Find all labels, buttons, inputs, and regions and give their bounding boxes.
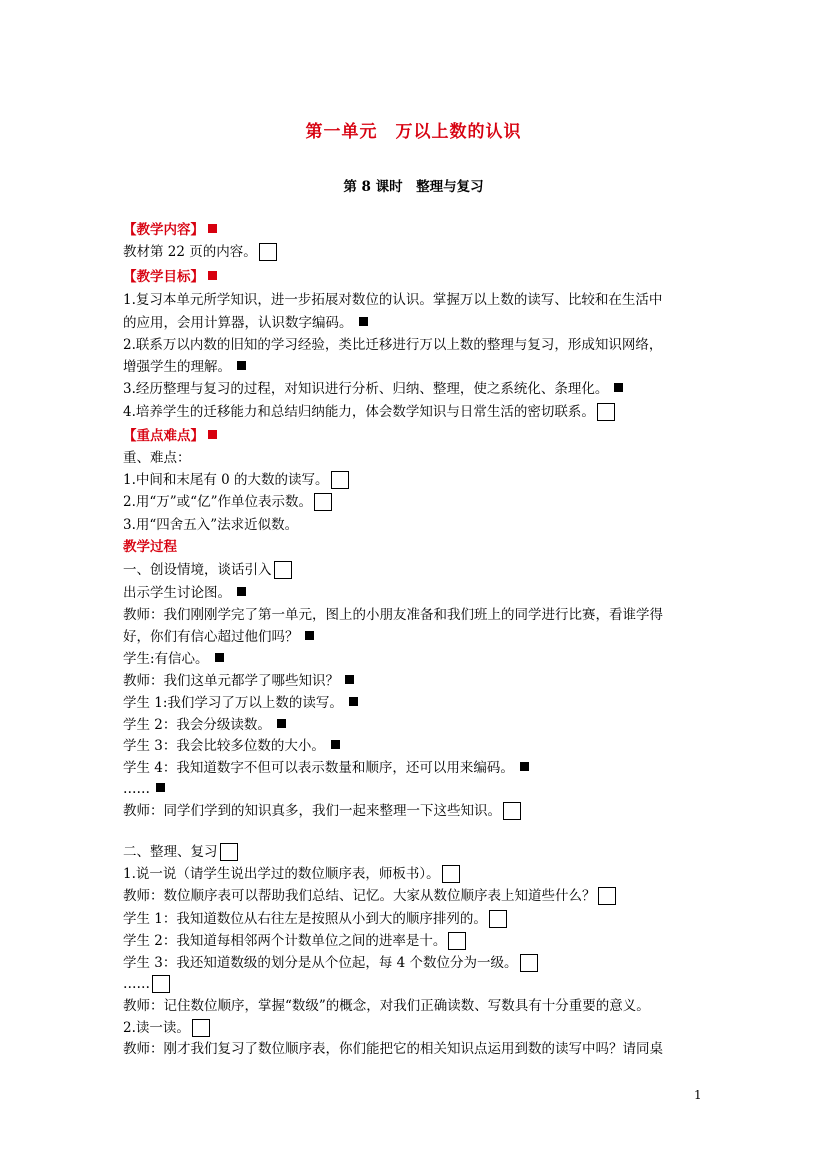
line-text: 【教学目标】 bbox=[123, 269, 204, 285]
text-line bbox=[123, 243, 277, 261]
line-text: 【重点难点】 bbox=[123, 428, 204, 444]
text-line bbox=[123, 516, 298, 534]
line-text: …… bbox=[123, 781, 150, 797]
text-line bbox=[123, 380, 623, 398]
checkbox-box-icon bbox=[442, 865, 460, 883]
text-line bbox=[123, 759, 529, 777]
text-line bbox=[123, 694, 358, 712]
line-text: 2.联系万以内数的旧知的学习经验，类比迁移进行万以上数的整理与复习，形成知识网络， bbox=[123, 337, 663, 353]
text-line bbox=[123, 672, 354, 690]
section-heading bbox=[123, 221, 217, 239]
text-line bbox=[123, 561, 292, 579]
line-text: 3.用“四舍五入”法求近似数。 bbox=[123, 517, 299, 533]
text-line bbox=[123, 865, 460, 883]
square-bullet-icon bbox=[331, 740, 340, 749]
text-line bbox=[123, 471, 349, 489]
section-heading bbox=[123, 427, 217, 445]
square-bullet-icon bbox=[277, 719, 286, 728]
line-text: 的应用，会用计算器，认识数字编码。 bbox=[123, 315, 353, 331]
section-heading bbox=[123, 538, 177, 556]
text-line bbox=[123, 403, 615, 421]
text-line bbox=[123, 910, 507, 928]
text-line bbox=[123, 716, 286, 734]
checkbox-box-icon bbox=[598, 887, 616, 905]
checkbox-box-icon bbox=[192, 1019, 210, 1037]
square-bullet-icon bbox=[208, 430, 217, 439]
line-text: 学生 3：我还知道数级的划分是从个位起，每 4 个数位分为一级。 bbox=[123, 955, 518, 971]
square-bullet-icon bbox=[520, 762, 529, 771]
checkbox-box-icon bbox=[448, 932, 466, 950]
line-text: 3.经历整理与复习的过程，对知识进行分析、归纳、整理，使之系统化、条理化。 bbox=[123, 381, 609, 397]
line-text: 2.用“万”或“亿”作单位表示数。 bbox=[123, 494, 312, 510]
line-text: 2.读一读。 bbox=[123, 1020, 190, 1036]
text-line bbox=[123, 584, 246, 602]
line-text: 重、难点： bbox=[123, 450, 191, 466]
text-line bbox=[123, 291, 662, 309]
line-text: 1.说一说（请学生说出学过的数位顺序表，师板书）。 bbox=[123, 866, 440, 882]
line-text: 学生 2：我知道每相邻两个计数单位之间的进率是十。 bbox=[123, 933, 447, 949]
square-bullet-icon bbox=[156, 783, 165, 792]
line-text: 教师：数位顺序表可以帮助我们总结、记忆。大家从数位顺序表上知道些什么？ bbox=[123, 888, 596, 904]
text-line bbox=[123, 628, 314, 646]
checkbox-box-icon bbox=[274, 561, 292, 579]
text-line bbox=[123, 997, 650, 1015]
text-line bbox=[123, 1040, 663, 1058]
square-bullet-icon bbox=[208, 224, 217, 233]
line-text: 教材第 22 页的内容。 bbox=[123, 244, 257, 260]
text-line bbox=[123, 843, 238, 861]
checkbox-box-icon bbox=[503, 802, 521, 820]
checkbox-box-icon bbox=[489, 910, 507, 928]
square-bullet-icon bbox=[305, 631, 314, 640]
text-line bbox=[123, 737, 340, 755]
text-line bbox=[123, 1019, 210, 1037]
square-bullet-icon bbox=[237, 587, 246, 596]
lesson-subtitle: 第 8 课时 整理与复习 bbox=[343, 179, 484, 195]
line-text: 二、整理、复习 bbox=[123, 844, 218, 860]
line-text: 1.复习本单元所学知识，进一步拓展对数位的认识。掌握万以上数的读写、比较和在生活中 bbox=[123, 292, 663, 308]
line-text: 学生 3：我会比较多位数的大小。 bbox=[123, 738, 325, 754]
text-line bbox=[123, 358, 246, 376]
text-line bbox=[123, 650, 224, 668]
line-text: 好，你们有信心超过他们吗？ bbox=[123, 629, 299, 645]
line-text: 教师：刚才我们复习了数位顺序表，你们能把它的相关知识点运用到数的读写中吗？请同桌 bbox=[123, 1041, 663, 1057]
square-bullet-icon bbox=[208, 271, 217, 280]
document-title: 第一单元 万以上数的认识 bbox=[305, 122, 522, 142]
line-text: 教学过程 bbox=[123, 539, 177, 555]
square-bullet-icon bbox=[349, 697, 358, 706]
line-text: 1.中间和末尾有 0 的大数的读写。 bbox=[123, 472, 329, 488]
text-line bbox=[123, 802, 521, 820]
section-heading bbox=[123, 268, 217, 286]
line-text: 教师：记住数位顺序，掌握“数级”的概念，对我们正确读数、写数具有十分重要的意义。 bbox=[123, 998, 650, 1014]
line-text: 学生 1:我们学习了万以上数的读写。 bbox=[123, 695, 343, 711]
line-text: 一、创设情境，谈话引入 bbox=[123, 562, 272, 578]
line-text: 学生:有信心。 bbox=[123, 651, 209, 667]
text-line bbox=[123, 780, 165, 798]
line-text: 教师：我们这单元都学了哪些知识？ bbox=[123, 673, 339, 689]
line-text: 【教学内容】 bbox=[123, 222, 204, 238]
line-text: 学生 4：我知道数字不但可以表示数量和顺序，还可以用来编码。 bbox=[123, 760, 514, 776]
line-text: 出示学生讨论图。 bbox=[123, 585, 231, 601]
line-text: …… bbox=[123, 976, 150, 992]
square-bullet-icon bbox=[215, 653, 224, 662]
text-line bbox=[123, 336, 662, 354]
page-number: 1 bbox=[694, 1088, 702, 1102]
text-line bbox=[123, 887, 616, 905]
square-bullet-icon bbox=[345, 675, 354, 684]
text-line bbox=[123, 606, 663, 624]
checkbox-box-icon bbox=[220, 843, 238, 861]
line-text: 增强学生的理解。 bbox=[123, 359, 231, 375]
checkbox-box-icon bbox=[597, 403, 615, 421]
line-text: 教师：同学们学到的知识真多，我们一起来整理一下这些知识。 bbox=[123, 803, 501, 819]
text-line bbox=[123, 493, 332, 511]
square-bullet-icon bbox=[359, 317, 368, 326]
line-text: 教师：我们刚刚学完了第一单元，图上的小朋友准备和我们班上的同学进行比赛，看谁学得 bbox=[123, 607, 663, 623]
text-line bbox=[123, 954, 538, 972]
text-line bbox=[123, 449, 191, 467]
square-bullet-icon bbox=[237, 361, 246, 370]
checkbox-box-icon bbox=[331, 471, 349, 489]
checkbox-box-icon bbox=[259, 243, 277, 261]
checkbox-box-icon bbox=[152, 975, 170, 993]
text-line bbox=[123, 314, 368, 332]
checkbox-box-icon bbox=[520, 954, 538, 972]
line-text: 学生 2：我会分级读数。 bbox=[123, 717, 271, 733]
text-line bbox=[123, 975, 170, 993]
line-text: 4.培养学生的迁移能力和总结归纳能力，体会数学知识与日常生活的密切联系。 bbox=[123, 404, 595, 420]
square-bullet-icon bbox=[614, 383, 623, 392]
text-line bbox=[123, 932, 466, 950]
checkbox-box-icon bbox=[314, 493, 332, 511]
line-text: 学生 1：我知道数位从右往左是按照从小到大的顺序排列的。 bbox=[123, 911, 487, 927]
